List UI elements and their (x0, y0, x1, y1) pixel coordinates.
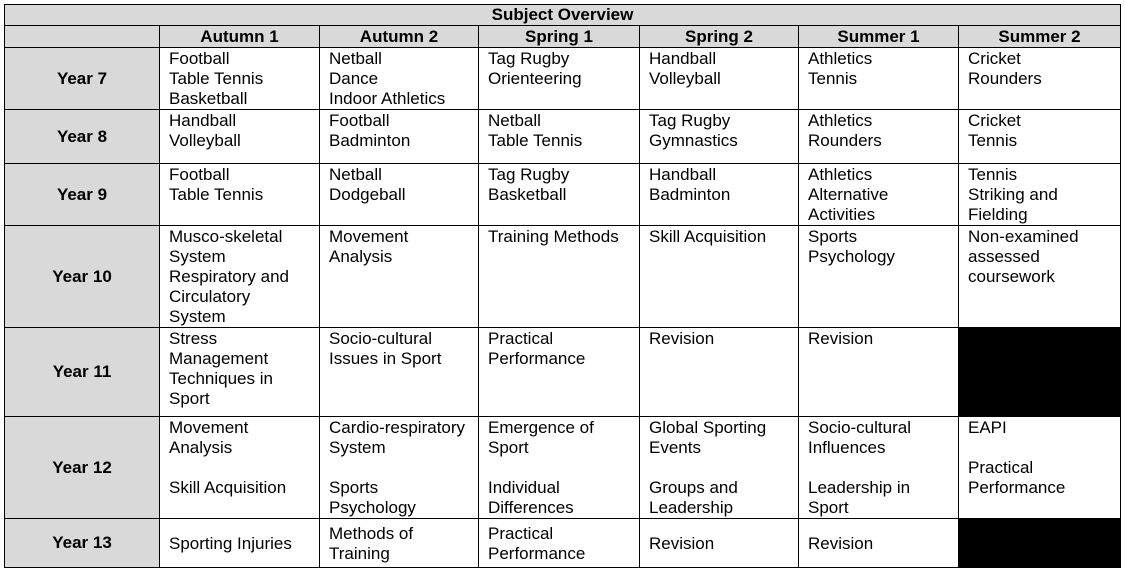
topic-line: Athletics (808, 49, 873, 68)
topic-line: Socio-cultural (329, 329, 432, 348)
topic-line: Analysis (169, 438, 233, 457)
topic-line: Tag Rugby (488, 165, 570, 184)
topic-line: Sport (488, 438, 529, 457)
topic-line: Practical (488, 523, 554, 543)
topic-cell (640, 110, 799, 164)
subject-overview-table (4, 4, 1121, 568)
topic-line (488, 458, 639, 478)
topic-line: Tag Rugby (649, 111, 731, 130)
topic-line: Emergence of (488, 418, 594, 437)
table-row (5, 519, 1121, 568)
topic-line: Leadership (649, 498, 734, 517)
topic-line: Movement (329, 227, 409, 246)
topic-line: Dodgeball (329, 185, 406, 204)
topic-line: Psychology (329, 498, 416, 517)
topic-cell (160, 48, 320, 110)
year-label: Year 12 (5, 417, 160, 519)
topic-line: Training (329, 543, 390, 563)
topic-line: Performance (488, 543, 586, 563)
topic-line: Sporting Injuries (169, 533, 292, 553)
topic-cell (320, 48, 479, 110)
table-row (5, 110, 1121, 164)
topic-line: Tag Rugby (488, 49, 570, 68)
topic-line: Individual (488, 478, 560, 497)
topic-line: Management (169, 349, 269, 368)
topic-line: Skill Acquisition (649, 227, 767, 246)
table-row (5, 48, 1121, 110)
topic-cell (160, 164, 320, 226)
topic-line: Activities (808, 205, 876, 224)
term-header: Summer 2 (959, 26, 1121, 48)
topic-line: Table Tennis (488, 131, 583, 150)
topic-cell (479, 164, 640, 226)
topic-line: Handball (649, 165, 717, 184)
topic-cell (799, 417, 959, 519)
table-row (5, 226, 1121, 328)
topic-line: Practical (968, 458, 1034, 477)
topic-line: Revision (808, 329, 874, 348)
topic-line (968, 438, 1120, 458)
topic-line (329, 458, 478, 478)
topic-cell (640, 519, 799, 568)
topic-line: Handball (649, 49, 717, 68)
topic-line: Badminton (649, 185, 731, 204)
topic-line: Global Sporting (649, 418, 767, 437)
topic-line: Techniques in (169, 369, 273, 388)
topic-line: Revision (649, 533, 715, 553)
year-label: Year 8 (5, 110, 160, 164)
topic-line: Respiratory and (169, 267, 290, 286)
topic-line: Rounders (808, 131, 882, 150)
topic-line: EAPI (968, 418, 1007, 437)
topic-cell (479, 110, 640, 164)
topic-cell (320, 226, 479, 328)
topic-cell (320, 328, 479, 417)
topic-cell (320, 417, 479, 519)
topic-cell (640, 226, 799, 328)
topic-line: Netball (488, 111, 541, 130)
topic-line: Athletics (808, 111, 873, 130)
topic-cell (160, 519, 320, 568)
topic-line: Non-examined (968, 227, 1079, 246)
topic-line: Socio-cultural (808, 418, 911, 437)
topic-line: Cricket (968, 49, 1021, 68)
topic-cell (160, 328, 320, 417)
topic-cell (640, 164, 799, 226)
empty-cell (959, 328, 1121, 417)
topic-line: Tennis (968, 165, 1018, 184)
topic-line: Influences (808, 438, 886, 457)
topic-line: Table Tennis (169, 185, 264, 204)
term-header: Autumn 1 (160, 26, 320, 48)
topic-line: Volleyball (169, 131, 241, 150)
topic-line (169, 458, 319, 478)
topic-cell (959, 48, 1121, 110)
topic-cell (799, 48, 959, 110)
topic-cell (959, 226, 1121, 328)
topic-line: Orienteering (488, 69, 582, 88)
topic-cell (479, 519, 640, 568)
topic-line: Cardio-respiratory (329, 418, 466, 437)
year-label: Year 13 (5, 519, 160, 568)
table-body (5, 48, 1121, 568)
topic-line: Basketball (169, 89, 248, 108)
topic-line: System (329, 438, 386, 457)
topic-line: Dance (329, 69, 379, 88)
topic-cell (479, 328, 640, 417)
topic-cell (959, 110, 1121, 164)
topic-cell (799, 110, 959, 164)
topic-line: Revision (649, 329, 715, 348)
topic-line: Handball (169, 111, 237, 130)
topic-cell (160, 110, 320, 164)
topic-line: Performance (488, 349, 586, 368)
topic-line: Psychology (808, 247, 895, 266)
term-header: Autumn 2 (320, 26, 479, 48)
term-header: Summer 1 (799, 26, 959, 48)
year-label: Year 9 (5, 164, 160, 226)
topic-cell (799, 519, 959, 568)
topic-cell (959, 417, 1121, 519)
topic-line: Table Tennis (169, 69, 264, 88)
topic-line: Events (649, 438, 701, 457)
topic-line: Performance (968, 478, 1066, 497)
topic-line: Football (329, 111, 390, 130)
topic-line: coursework (968, 267, 1055, 286)
table-row (5, 328, 1121, 417)
topic-line: Fielding (968, 205, 1028, 224)
term-header: Spring 1 (479, 26, 640, 48)
topic-line: Gymnastics (649, 131, 738, 150)
topic-line: Netball (329, 165, 382, 184)
topic-cell (799, 164, 959, 226)
term-header: Spring 2 (640, 26, 799, 48)
year-label: Year 11 (5, 328, 160, 417)
topic-line: Athletics (808, 165, 873, 184)
corner-cell (5, 26, 160, 48)
topic-line: Sport (169, 389, 210, 408)
topic-line: Leadership in (808, 478, 911, 497)
topic-line: Football (169, 165, 230, 184)
year-label: Year 7 (5, 48, 160, 110)
empty-cell (959, 519, 1121, 568)
topic-line: Sports (329, 478, 379, 497)
topic-line (808, 458, 958, 478)
topic-cell (640, 328, 799, 417)
topic-line: Training Methods (488, 227, 619, 246)
topic-line: Tennis (968, 131, 1018, 150)
topic-line: Practical (488, 329, 554, 348)
topic-line: Methods of (329, 523, 414, 543)
topic-cell (479, 48, 640, 110)
topic-line: Alternative (808, 185, 889, 204)
topic-line: Issues in Sport (329, 349, 442, 368)
topic-line: Basketball (488, 185, 567, 204)
topic-line: Volleyball (649, 69, 721, 88)
topic-cell (160, 417, 320, 519)
topic-line: Musco-skeletal (169, 227, 283, 246)
topic-line: Differences (488, 498, 574, 517)
topic-cell (799, 226, 959, 328)
topic-line: Movement (169, 418, 249, 437)
term-header-row (5, 26, 1121, 48)
topic-line: Stress (169, 329, 218, 348)
topic-line: Analysis (329, 247, 393, 266)
topic-cell (799, 328, 959, 417)
topic-line: Groups and (649, 478, 738, 497)
topic-line: Rounders (968, 69, 1042, 88)
table-row (5, 417, 1121, 519)
topic-line: Revision (808, 533, 874, 553)
topic-line (649, 458, 798, 478)
topic-cell (320, 110, 479, 164)
topic-cell (320, 164, 479, 226)
topic-cell (479, 226, 640, 328)
year-label: Year 10 (5, 226, 160, 328)
topic-cell (320, 519, 479, 568)
topic-cell (640, 48, 799, 110)
table-row (5, 164, 1121, 226)
topic-line: Cricket (968, 111, 1021, 130)
topic-cell (640, 417, 799, 519)
topic-cell (959, 164, 1121, 226)
topic-line: Badminton (329, 131, 411, 150)
topic-cell (160, 226, 320, 328)
topic-line: Sports (808, 227, 858, 246)
topic-line: Netball (329, 49, 382, 68)
topic-line: assessed (968, 247, 1040, 266)
topic-line: Skill Acquisition (169, 478, 287, 497)
topic-line: Tennis (808, 69, 858, 88)
topic-line: Striking and (968, 185, 1058, 204)
topic-line: Indoor Athletics (329, 89, 446, 108)
table-title: Subject Overview (5, 5, 1121, 26)
topic-cell (479, 417, 640, 519)
topic-line: System (169, 307, 226, 326)
topic-line: Football (169, 49, 230, 68)
topic-line: System (169, 247, 226, 266)
topic-line: Circulatory (169, 287, 251, 306)
topic-line: Sport (808, 498, 849, 517)
